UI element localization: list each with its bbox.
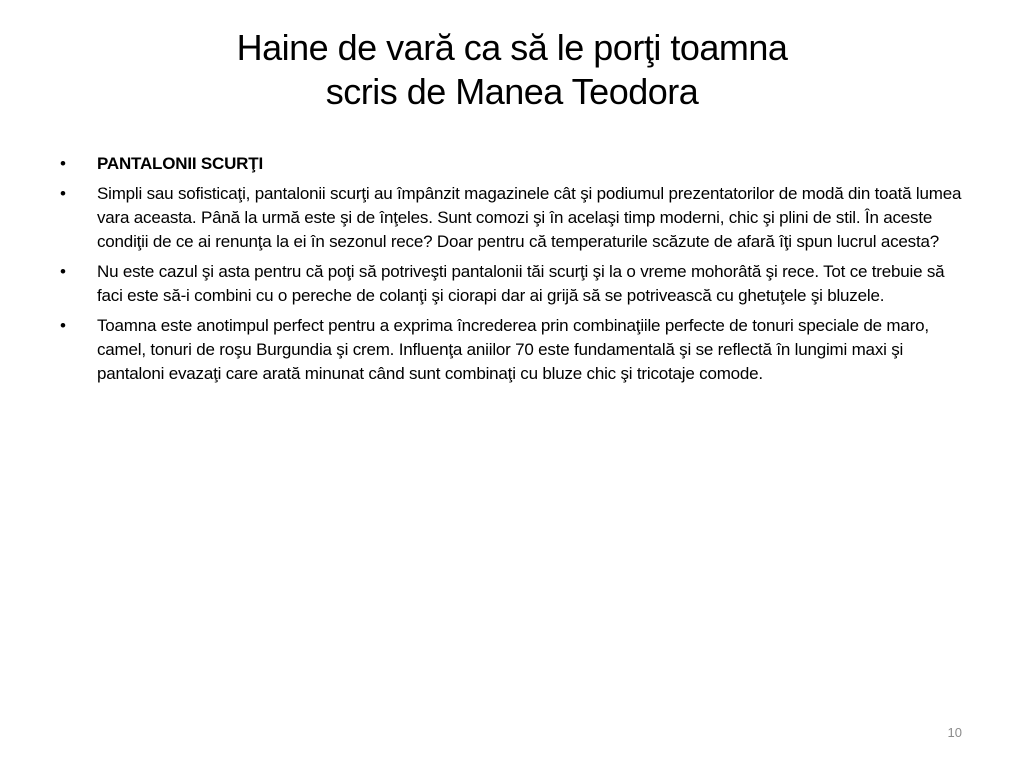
bullet-item bbox=[56, 182, 962, 254]
bullet-text: Simpli sau sofisticaţi, pantalonii scurţi au împânzit magazinele cât şi podiumul prezentatorilor de modă din toată lumea vara aceasta. Până la urmă este şi de înţeles. Sunt comozi şi în acelaşi timp moderni, chic şi plini de stil. În aceste condiţii de ce ai renunţa la ei în sezonul rece? Doar pentru că temperaturile scăzute de afară îţi spun lucrul acesta? bbox=[97, 184, 962, 251]
bullet-text: PANTALONII SCURŢI bbox=[97, 154, 263, 173]
bullet-item-heading bbox=[56, 152, 962, 176]
bullet-icon: • bbox=[60, 154, 66, 173]
slide-content bbox=[56, 152, 962, 392]
slide-title-line-1: Haine de vară ca să le porţi toamna bbox=[236, 27, 788, 68]
slide-title-line-2: scris de Manea Teodora bbox=[325, 71, 699, 112]
bullet-item bbox=[56, 260, 962, 308]
bullet-icon: • bbox=[60, 184, 66, 203]
slide-title bbox=[80, 26, 944, 114]
bullet-icon: • bbox=[60, 316, 66, 335]
bullet-list bbox=[56, 152, 962, 386]
page-number: 10 bbox=[947, 725, 962, 740]
bullet-text: Nu este cazul şi asta pentru că poţi să potriveşti pantalonii tăi scurţi şi la o vreme mohorâtă şi rece. Tot ce trebuie să faci este să-i combini cu o pereche de colanţi şi ciorapi dar ai grijă să se potrivească cu ghetuţele şi bluzele. bbox=[97, 262, 945, 305]
bullet-item bbox=[56, 314, 962, 386]
bullet-text: Toamna este anotimpul perfect pentru a exprima încrederea prin combinaţiile perfecte de tonuri speciale de maro, camel, tonuri de roşu Burgundia şi crem. Influenţa aniilor 70 este fundamentală şi se reflectă în lungimi maxi şi pantaloni evazaţi care arată minunat când sunt combinaţi cu bluze chic şi tricotaje comode. bbox=[97, 316, 929, 383]
bullet-icon: • bbox=[60, 262, 66, 281]
